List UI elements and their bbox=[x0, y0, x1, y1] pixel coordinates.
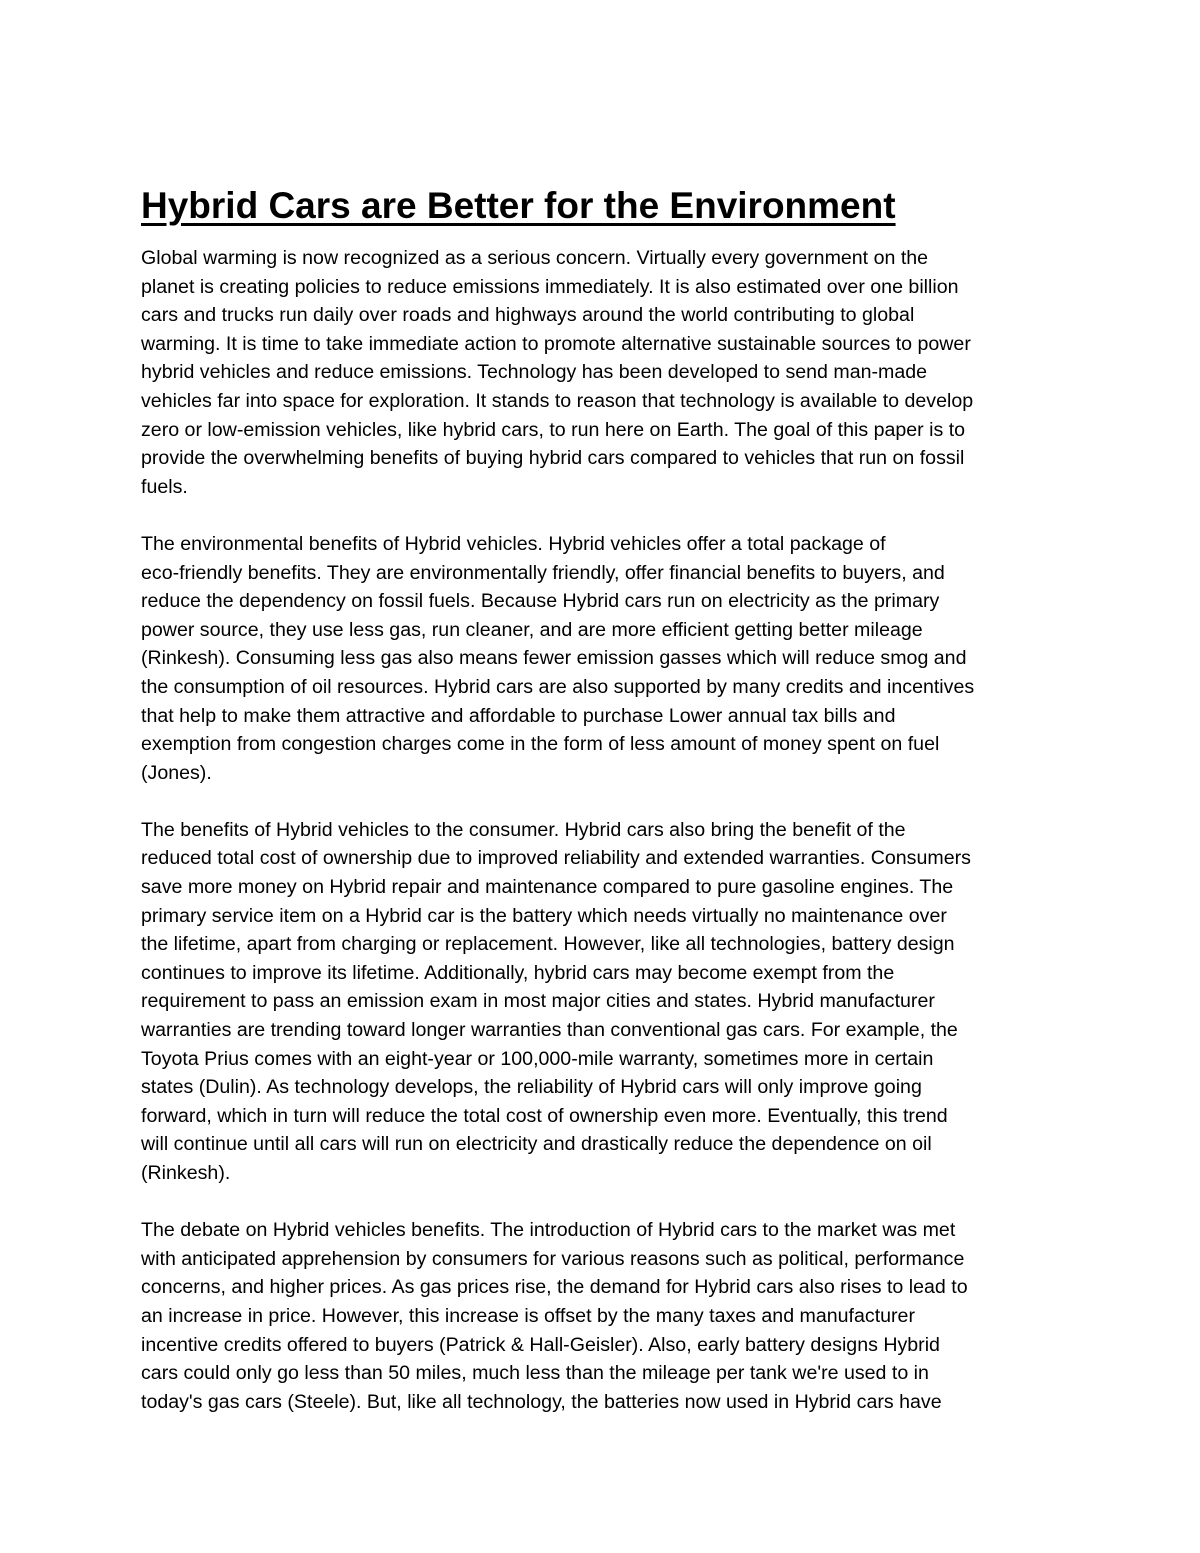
paragraph-line: save more money on Hybrid repair and maintenance compared to pure gasoline engines. The bbox=[141, 876, 954, 899]
paragraph-line: provide the overwhelming benefits of buying hybrid cars compared to vehicles that run on fossil bbox=[141, 447, 965, 470]
paragraph-line: (Rinkesh). bbox=[141, 1162, 231, 1184]
paragraph-line: today's gas cars (Steele). But, like all technology, the batteries now used in Hybrid cars have bbox=[141, 1390, 942, 1413]
paragraph-3 bbox=[141, 816, 1066, 1188]
paragraph-line: fuels. bbox=[141, 475, 188, 498]
paragraph-line: warranties are trending toward longer warranties than conventional gas cars. For example, the bbox=[141, 1019, 958, 1042]
paragraph-line: states (Dulin). As technology develops, the reliability of Hybrid cars will only improve going bbox=[141, 1076, 922, 1099]
document-body bbox=[141, 180, 1066, 1416]
paragraph-line: The benefits of Hybrid vehicles to the consumer. Hybrid cars also bring the benefit of the bbox=[141, 818, 906, 841]
paragraph-list bbox=[141, 244, 1066, 1416]
paragraph-line: warming. It is time to take immediate action to promote alternative sustainable sources to power bbox=[141, 332, 971, 355]
paragraph-line: concerns, and higher prices. As gas prices rise, the demand for Hybrid cars also rises to lead to bbox=[141, 1276, 968, 1299]
paragraph-line: incentive credits offered to buyers (Patrick & Hall-Geisler). Also, early battery designs Hybrid bbox=[141, 1333, 940, 1356]
document-title: Hybrid Cars are Better for the Environment bbox=[141, 185, 896, 226]
paragraph-line: Global warming is now recognized as a serious concern. Virtually every government on the bbox=[141, 247, 929, 269]
paragraph-line: power source, they use less gas, run cleaner, and are more efficient getting better mileage bbox=[141, 618, 923, 641]
paragraph-line: continues to improve its lifetime. Additionally, hybrid cars may become exempt from the bbox=[141, 961, 895, 984]
paragraph-line: (Jones). bbox=[141, 761, 212, 784]
paragraph-line: zero or low-emission vehicles, like hybrid cars, to run here on Earth. The goal of this paper is to bbox=[141, 418, 966, 441]
paragraph-line: hybrid vehicles and reduce emissions. Technology has been developed to send man-made bbox=[141, 361, 928, 384]
paragraph-line: Toyota Prius comes with an eight-year or 100,000-mile warranty, sometimes more in certain bbox=[141, 1047, 934, 1070]
paragraph-line: The debate on Hybrid vehicles benefits. The introduction of Hybrid cars to the market was met bbox=[141, 1219, 956, 1242]
paragraph-line: eco-friendly benefits. They are environmentally friendly, offer financial benefits to buyers, and bbox=[141, 561, 945, 584]
paragraph-line: (Rinkesh). Consuming less gas also means fewer emission gasses which will reduce smog and bbox=[141, 647, 967, 670]
paragraph-line: The environmental benefits of Hybrid vehicles. Hybrid vehicles offer a total package of bbox=[141, 532, 886, 555]
paragraph-2 bbox=[141, 530, 1066, 787]
paragraph-line: cars could only go less than 50 miles, much less than the mileage per tank we're used to in bbox=[141, 1362, 929, 1385]
paragraph-line: requirement to pass an emission exam in most major cities and states. Hybrid manufacturer bbox=[141, 990, 935, 1013]
paragraph-1 bbox=[141, 244, 1066, 501]
paragraph-line: reduce the dependency on fossil fuels. Because Hybrid cars run on electricity as the primary bbox=[141, 590, 940, 613]
paragraph-line: exemption from congestion charges come in the form of less amount of money spent on fuel bbox=[141, 733, 940, 756]
paragraph-line: forward, which in turn will reduce the total cost of ownership even more. Eventually, this trend bbox=[141, 1104, 948, 1127]
paragraph-line: that help to make them attractive and affordable to purchase Lower annual tax bills and bbox=[141, 704, 896, 727]
paragraph-line: will continue until all cars will run on electricity and drastically reduce the dependence on oil bbox=[141, 1133, 932, 1156]
paragraph-line: reduced total cost of ownership due to improved reliability and extended warranties. Consumers bbox=[141, 847, 971, 870]
paragraph-line: primary service item on a Hybrid car is the battery which needs virtually no maintenance over bbox=[141, 904, 947, 927]
paragraph-line: an increase in price. However, this increase is offset by the many taxes and manufacturer bbox=[141, 1304, 915, 1327]
paragraph-line: planet is creating policies to reduce emissions immediately. It is also estimated over one billion bbox=[141, 275, 959, 298]
paragraph-line: vehicles far into space for exploration. It stands to reason that technology is available to develop bbox=[141, 389, 974, 412]
paragraph-line: with anticipated apprehension by consumers for various reasons such as political, performance bbox=[141, 1247, 965, 1270]
paragraph-4 bbox=[141, 1216, 1066, 1416]
paragraph-line: the consumption of oil resources. Hybrid cars are also supported by many credits and incentives bbox=[141, 675, 975, 698]
paragraph-line: the lifetime, apart from charging or replacement. However, like all technologies, battery design bbox=[141, 933, 955, 956]
paragraph-line: cars and trucks run daily over roads and highways around the world contributing to global bbox=[141, 304, 915, 327]
